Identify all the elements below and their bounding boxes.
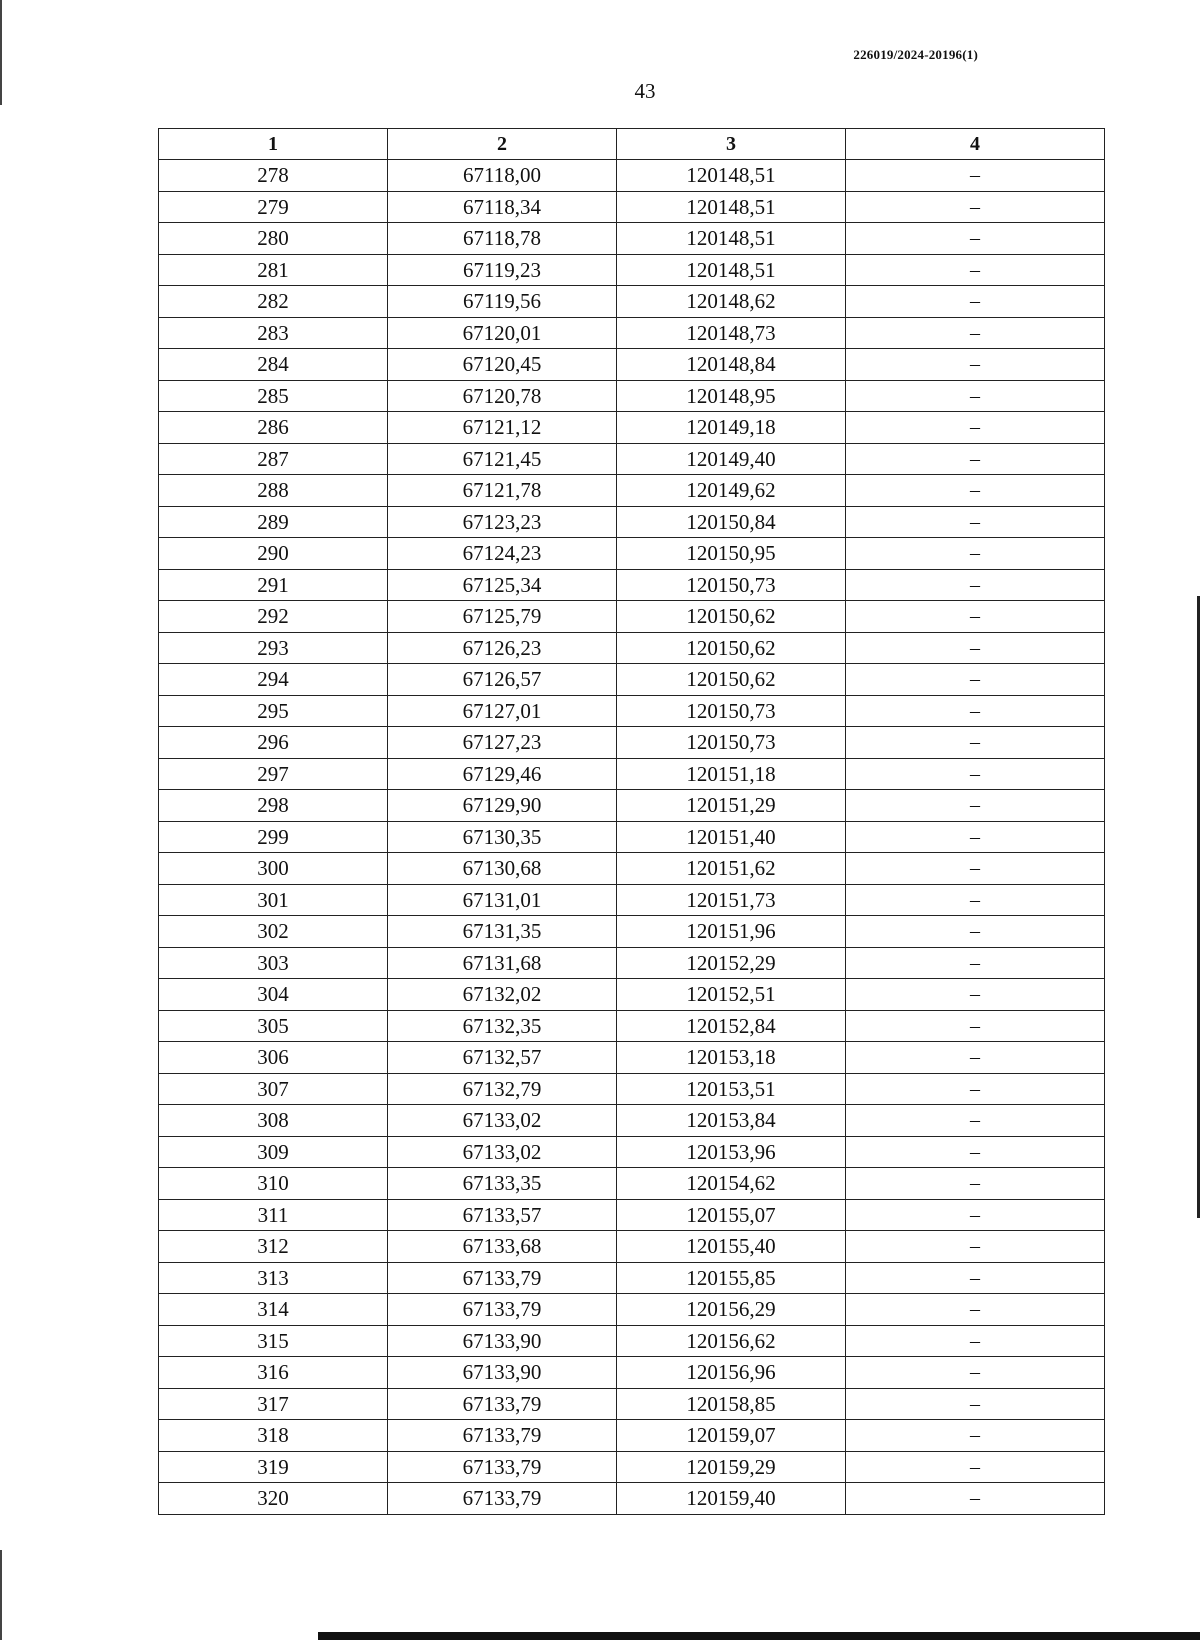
point-number-cell: 314	[159, 1294, 388, 1326]
table-row	[159, 884, 1105, 916]
point-number-cell: 319	[159, 1451, 388, 1483]
table-row	[159, 1325, 1105, 1357]
table-row	[159, 947, 1105, 979]
note-cell: –	[846, 727, 1105, 759]
x-coordinate-cell: 67130,68	[388, 853, 617, 885]
point-number-cell: 300	[159, 853, 388, 885]
table-row	[159, 727, 1105, 759]
note-cell: –	[846, 916, 1105, 948]
note-cell: –	[846, 979, 1105, 1011]
note-cell: –	[846, 758, 1105, 790]
point-number-cell: 320	[159, 1483, 388, 1515]
note-cell: –	[846, 286, 1105, 318]
x-coordinate-cell: 67131,35	[388, 916, 617, 948]
table-row	[159, 1483, 1105, 1515]
table-row	[159, 412, 1105, 444]
note-cell: –	[846, 1262, 1105, 1294]
table-header-row	[159, 129, 1105, 160]
y-coordinate-cell: 120159,29	[617, 1451, 846, 1483]
note-cell: –	[846, 1388, 1105, 1420]
point-number-cell: 285	[159, 380, 388, 412]
point-number-cell: 312	[159, 1231, 388, 1263]
x-coordinate-cell: 67132,79	[388, 1073, 617, 1105]
y-coordinate-cell: 120152,84	[617, 1010, 846, 1042]
point-number-cell: 299	[159, 821, 388, 853]
point-number-cell: 278	[159, 160, 388, 192]
point-number-cell: 296	[159, 727, 388, 759]
x-coordinate-cell: 67127,23	[388, 727, 617, 759]
x-coordinate-cell: 67119,23	[388, 254, 617, 286]
y-coordinate-cell: 120148,73	[617, 317, 846, 349]
x-coordinate-cell: 67133,79	[388, 1451, 617, 1483]
point-number-cell: 281	[159, 254, 388, 286]
x-coordinate-cell: 67131,68	[388, 947, 617, 979]
column-header: 1	[159, 129, 388, 160]
column-header: 3	[617, 129, 846, 160]
point-number-cell: 283	[159, 317, 388, 349]
point-number-cell: 287	[159, 443, 388, 475]
x-coordinate-cell: 67120,01	[388, 317, 617, 349]
point-number-cell: 313	[159, 1262, 388, 1294]
x-coordinate-cell: 67118,34	[388, 191, 617, 223]
x-coordinate-cell: 67133,79	[388, 1262, 617, 1294]
note-cell: –	[846, 1105, 1105, 1137]
note-cell: –	[846, 1357, 1105, 1389]
point-number-cell: 315	[159, 1325, 388, 1357]
table-row	[159, 191, 1105, 223]
table-row	[159, 1451, 1105, 1483]
y-coordinate-cell: 120148,51	[617, 160, 846, 192]
y-coordinate-cell: 120151,73	[617, 884, 846, 916]
y-coordinate-cell: 120152,51	[617, 979, 846, 1011]
y-coordinate-cell: 120153,96	[617, 1136, 846, 1168]
note-cell: –	[846, 475, 1105, 507]
note-cell: –	[846, 1294, 1105, 1326]
x-coordinate-cell: 67124,23	[388, 538, 617, 570]
y-coordinate-cell: 120148,84	[617, 349, 846, 381]
table-row	[159, 821, 1105, 853]
note-cell: –	[846, 1073, 1105, 1105]
y-coordinate-cell: 120159,40	[617, 1483, 846, 1515]
y-coordinate-cell: 120152,29	[617, 947, 846, 979]
x-coordinate-cell: 67120,78	[388, 380, 617, 412]
x-coordinate-cell: 67119,56	[388, 286, 617, 318]
note-cell: –	[846, 1451, 1105, 1483]
y-coordinate-cell: 120156,96	[617, 1357, 846, 1389]
y-coordinate-cell: 120151,40	[617, 821, 846, 853]
x-coordinate-cell: 67132,02	[388, 979, 617, 1011]
point-number-cell: 289	[159, 506, 388, 538]
x-coordinate-cell: 67130,35	[388, 821, 617, 853]
table-row	[159, 601, 1105, 633]
x-coordinate-cell: 67118,78	[388, 223, 617, 255]
note-cell: –	[846, 1420, 1105, 1452]
document-id: 226019/2024-20196(1)	[853, 47, 978, 62]
x-coordinate-cell: 67125,34	[388, 569, 617, 601]
point-number-cell: 298	[159, 790, 388, 822]
x-coordinate-cell: 67126,57	[388, 664, 617, 696]
point-number-cell: 307	[159, 1073, 388, 1105]
note-cell: –	[846, 412, 1105, 444]
point-number-cell: 290	[159, 538, 388, 570]
x-coordinate-cell: 67132,35	[388, 1010, 617, 1042]
note-cell: –	[846, 1483, 1105, 1515]
y-coordinate-cell: 120149,62	[617, 475, 846, 507]
x-coordinate-cell: 67133,90	[388, 1357, 617, 1389]
x-coordinate-cell: 67121,78	[388, 475, 617, 507]
x-coordinate-cell: 67133,79	[388, 1294, 617, 1326]
point-number-cell: 295	[159, 695, 388, 727]
scan-margin-line	[0, 1550, 2, 1640]
point-number-cell: 304	[159, 979, 388, 1011]
x-coordinate-cell: 67129,46	[388, 758, 617, 790]
note-cell: –	[846, 790, 1105, 822]
y-coordinate-cell: 120151,29	[617, 790, 846, 822]
x-coordinate-cell: 67133,79	[388, 1420, 617, 1452]
point-number-cell: 288	[159, 475, 388, 507]
note-cell: –	[846, 1168, 1105, 1200]
note-cell: –	[846, 191, 1105, 223]
table-row	[159, 443, 1105, 475]
y-coordinate-cell: 120150,62	[617, 664, 846, 696]
x-coordinate-cell: 67131,01	[388, 884, 617, 916]
table-row	[159, 160, 1105, 192]
x-coordinate-cell: 67123,23	[388, 506, 617, 538]
note-cell: –	[846, 853, 1105, 885]
column-header: 2	[388, 129, 617, 160]
table-row	[159, 538, 1105, 570]
y-coordinate-cell: 120151,18	[617, 758, 846, 790]
y-coordinate-cell: 120159,07	[617, 1420, 846, 1452]
y-coordinate-cell: 120150,73	[617, 727, 846, 759]
note-cell: –	[846, 443, 1105, 475]
table-row	[159, 349, 1105, 381]
table-row	[159, 1357, 1105, 1389]
note-cell: –	[846, 569, 1105, 601]
y-coordinate-cell: 120148,51	[617, 191, 846, 223]
y-coordinate-cell: 120153,51	[617, 1073, 846, 1105]
table-row	[159, 1010, 1105, 1042]
table-row	[159, 1231, 1105, 1263]
table-row	[159, 506, 1105, 538]
note-cell: –	[846, 695, 1105, 727]
x-coordinate-cell: 67132,57	[388, 1042, 617, 1074]
point-number-cell: 303	[159, 947, 388, 979]
table-row	[159, 1042, 1105, 1074]
table-row	[159, 1262, 1105, 1294]
x-coordinate-cell: 67133,35	[388, 1168, 617, 1200]
y-coordinate-cell: 120149,40	[617, 443, 846, 475]
note-cell: –	[846, 349, 1105, 381]
table-row	[159, 223, 1105, 255]
y-coordinate-cell: 120150,95	[617, 538, 846, 570]
y-coordinate-cell: 120153,84	[617, 1105, 846, 1137]
table-row	[159, 475, 1105, 507]
y-coordinate-cell: 120150,62	[617, 632, 846, 664]
y-coordinate-cell: 120148,51	[617, 254, 846, 286]
table-row	[159, 853, 1105, 885]
table-row	[159, 916, 1105, 948]
table-row	[159, 1294, 1105, 1326]
y-coordinate-cell: 120156,29	[617, 1294, 846, 1326]
table-row	[159, 569, 1105, 601]
table-row	[159, 317, 1105, 349]
point-number-cell: 309	[159, 1136, 388, 1168]
x-coordinate-cell: 67133,02	[388, 1105, 617, 1137]
y-coordinate-cell: 120148,62	[617, 286, 846, 318]
point-number-cell: 297	[159, 758, 388, 790]
table-row	[159, 1420, 1105, 1452]
coordinates-table	[158, 128, 1105, 1515]
note-cell: –	[846, 223, 1105, 255]
table-row	[159, 758, 1105, 790]
table-row	[159, 695, 1105, 727]
note-cell: –	[846, 506, 1105, 538]
point-number-cell: 318	[159, 1420, 388, 1452]
table-row	[159, 1168, 1105, 1200]
table-row	[159, 1136, 1105, 1168]
table-row	[159, 380, 1105, 412]
y-coordinate-cell: 120155,07	[617, 1199, 846, 1231]
table-body	[159, 160, 1105, 1515]
note-cell: –	[846, 317, 1105, 349]
point-number-cell: 282	[159, 286, 388, 318]
x-coordinate-cell: 67127,01	[388, 695, 617, 727]
point-number-cell: 308	[159, 1105, 388, 1137]
y-coordinate-cell: 120151,62	[617, 853, 846, 885]
page-number: 43	[634, 79, 656, 103]
y-coordinate-cell: 120155,85	[617, 1262, 846, 1294]
x-coordinate-cell: 67129,90	[388, 790, 617, 822]
x-coordinate-cell: 67125,79	[388, 601, 617, 633]
point-number-cell: 310	[159, 1168, 388, 1200]
x-coordinate-cell: 67133,02	[388, 1136, 617, 1168]
note-cell: –	[846, 884, 1105, 916]
scan-bottom-bar	[318, 1632, 1200, 1640]
note-cell: –	[846, 601, 1105, 633]
point-number-cell: 279	[159, 191, 388, 223]
y-coordinate-cell: 120150,84	[617, 506, 846, 538]
table-row	[159, 632, 1105, 664]
table-row	[159, 1073, 1105, 1105]
note-cell: –	[846, 821, 1105, 853]
table-row	[159, 979, 1105, 1011]
point-number-cell: 286	[159, 412, 388, 444]
x-coordinate-cell: 67121,12	[388, 412, 617, 444]
table-row	[159, 286, 1105, 318]
table-row	[159, 1388, 1105, 1420]
x-coordinate-cell: 67133,79	[388, 1388, 617, 1420]
note-cell: –	[846, 1136, 1105, 1168]
note-cell: –	[846, 1231, 1105, 1263]
point-number-cell: 305	[159, 1010, 388, 1042]
y-coordinate-cell: 120151,96	[617, 916, 846, 948]
y-coordinate-cell: 120150,62	[617, 601, 846, 633]
y-coordinate-cell: 120150,73	[617, 695, 846, 727]
point-number-cell: 316	[159, 1357, 388, 1389]
y-coordinate-cell: 120153,18	[617, 1042, 846, 1074]
note-cell: –	[846, 1010, 1105, 1042]
point-number-cell: 317	[159, 1388, 388, 1420]
x-coordinate-cell: 67133,57	[388, 1199, 617, 1231]
note-cell: –	[846, 538, 1105, 570]
note-cell: –	[846, 1325, 1105, 1357]
note-cell: –	[846, 254, 1105, 286]
table-row	[159, 790, 1105, 822]
note-cell: –	[846, 632, 1105, 664]
y-coordinate-cell: 120154,62	[617, 1168, 846, 1200]
column-header: 4	[846, 129, 1105, 160]
y-coordinate-cell: 120148,51	[617, 223, 846, 255]
x-coordinate-cell: 67133,68	[388, 1231, 617, 1263]
x-coordinate-cell: 67133,90	[388, 1325, 617, 1357]
table-row	[159, 664, 1105, 696]
point-number-cell: 306	[159, 1042, 388, 1074]
point-number-cell: 280	[159, 223, 388, 255]
point-number-cell: 293	[159, 632, 388, 664]
point-number-cell: 291	[159, 569, 388, 601]
note-cell: –	[846, 947, 1105, 979]
point-number-cell: 294	[159, 664, 388, 696]
table-row	[159, 254, 1105, 286]
y-coordinate-cell: 120156,62	[617, 1325, 846, 1357]
y-coordinate-cell: 120155,40	[617, 1231, 846, 1263]
y-coordinate-cell: 120158,85	[617, 1388, 846, 1420]
note-cell: –	[846, 1199, 1105, 1231]
point-number-cell: 301	[159, 884, 388, 916]
note-cell: –	[846, 1042, 1105, 1074]
point-number-cell: 311	[159, 1199, 388, 1231]
x-coordinate-cell: 67118,00	[388, 160, 617, 192]
y-coordinate-cell: 120148,95	[617, 380, 846, 412]
y-coordinate-cell: 120150,73	[617, 569, 846, 601]
x-coordinate-cell: 67133,79	[388, 1483, 617, 1515]
y-coordinate-cell: 120149,18	[617, 412, 846, 444]
x-coordinate-cell: 67120,45	[388, 349, 617, 381]
note-cell: –	[846, 160, 1105, 192]
x-coordinate-cell: 67121,45	[388, 443, 617, 475]
point-number-cell: 302	[159, 916, 388, 948]
point-number-cell: 284	[159, 349, 388, 381]
table-row	[159, 1199, 1105, 1231]
table-row	[159, 1105, 1105, 1137]
x-coordinate-cell: 67126,23	[388, 632, 617, 664]
note-cell: –	[846, 380, 1105, 412]
point-number-cell: 292	[159, 601, 388, 633]
note-cell: –	[846, 664, 1105, 696]
